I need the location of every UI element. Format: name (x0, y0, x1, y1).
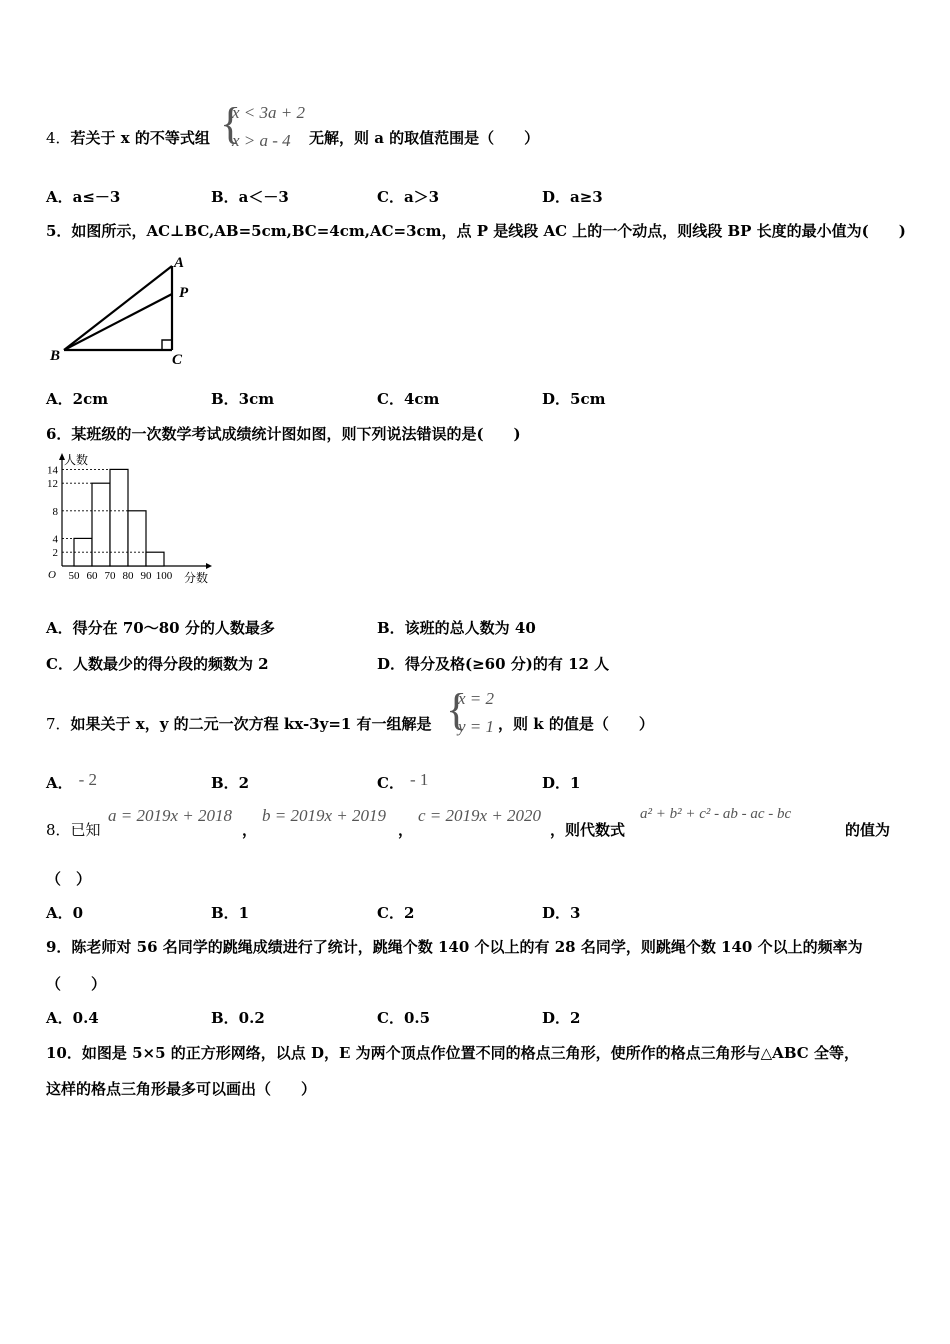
histogram-bar (110, 469, 128, 566)
y-tick-label: 4 (52, 533, 58, 546)
q6-option-c[interactable]: C．人数最少的得分段的频数为 2 (46, 655, 269, 673)
q4-option-b[interactable]: B．a＜－3 (211, 188, 289, 206)
q4-option-c[interactable]: C．a＞3 (377, 188, 440, 206)
q5-option-a[interactable]: A．2cm (46, 390, 109, 408)
q6-histogram (44, 452, 216, 588)
histogram-bar (92, 483, 110, 566)
segment-bp (64, 294, 172, 350)
x-tick-label: 70 (104, 570, 116, 582)
q8-mid: ，则代数式 (550, 821, 626, 839)
q8-option-b[interactable]: B．1 (211, 904, 250, 922)
right-angle-mark (162, 340, 172, 350)
q6-option-b[interactable]: B．该班的总人数为 40 (377, 619, 536, 637)
label-p: P (179, 285, 189, 301)
q7-option-b[interactable]: B．2 (211, 774, 250, 792)
q4-brace: { (220, 99, 242, 148)
histogram-bar (146, 552, 164, 566)
q5-text: 5．如图所示，AC⊥BC,AB=5cm,BC=4cm,AC=3cm，点 P 是线段 AC 上的一个动点，则线段 BP 长度的最小值为( ) (46, 222, 906, 240)
q6-option-a[interactable]: A．得分在 70～80 分的人数最多 (46, 619, 275, 637)
x-axis-title: 分数 (184, 571, 209, 585)
q8-comma-2: ， (398, 821, 414, 839)
q7-option-c[interactable] (377, 770, 429, 793)
q5-triangle-figure (46, 252, 196, 370)
q8-expression: a² + b² + c² - ab - ac - bc (640, 806, 792, 822)
x-axis-arrow (206, 563, 212, 569)
y-tick-label: 8 (52, 505, 58, 518)
y-tick-label: 14 (47, 464, 58, 477)
q5-option-b[interactable]: B．3cm (211, 390, 275, 408)
q7-option-a-label: A． (46, 774, 73, 792)
q4-system-line-2: x > a - 4 (232, 131, 291, 150)
q8-option-c[interactable]: C．2 (377, 904, 415, 922)
q7-option-d[interactable]: D．1 (542, 774, 581, 792)
q9-answer-paren: （ ） (46, 975, 107, 993)
q10-text-line-1: 10．如图是 5×5 的正方形网络，以点 D，E 为两个顶点作位置不同的格点三角形，使所作的格点三角形与△ABC 全等， (46, 1044, 859, 1062)
label-c: C (172, 352, 183, 368)
y-axis-title: 人数 (64, 453, 89, 467)
q4-option-d[interactable]: D．a≥3 (542, 188, 603, 206)
q7-number: 7． (46, 715, 71, 733)
q4-prefix: 若关于 x 的不等式组 (70, 129, 210, 147)
y-tick-label: 2 (52, 547, 58, 560)
q9-option-a[interactable]: A．0.4 (46, 1009, 99, 1027)
x-tick-label: 60 (86, 570, 98, 582)
q4-option-a[interactable]: A．a≤－3 (46, 188, 121, 206)
q7-suffix: ，则 k 的值是（ ） (498, 715, 654, 733)
q5-option-d[interactable]: D．5cm (542, 390, 606, 408)
q5-option-c[interactable]: C．4cm (377, 390, 440, 408)
q7-option-a[interactable] (46, 770, 98, 793)
x-tick-label: 80 (122, 570, 134, 582)
x-tick-label: 90 (140, 570, 152, 582)
origin-label: O (48, 569, 56, 581)
q9-text: 9．陈老师对 56 名同学的跳绳成绩进行了统计，跳绳个数 140 个以上的有 28 名同学，则跳绳个数 140 个以上的频率为 (46, 938, 863, 956)
x-tick-label: 100 (155, 570, 173, 582)
x-tick-label: 50 (68, 570, 80, 582)
q4-number: 4． (46, 129, 71, 147)
q7-system-line-2: y = 1 (458, 717, 495, 736)
q8-eq-c: c = 2019x + 2020 (418, 806, 542, 825)
q8-eq-b: b = 2019x + 2019 (262, 806, 386, 825)
y-tick-label: 12 (47, 478, 58, 491)
q7-brace: { (446, 685, 468, 734)
label-a: A (174, 255, 185, 271)
q7-system-line-1: x = 2 (458, 689, 495, 708)
q7-option-a-value: - 2 (78, 770, 98, 789)
q8-prefix: 8．已知 (46, 821, 101, 839)
q8-answer-paren: （ ） (46, 870, 92, 888)
q6-text: 6．某班级的一次数学考试成绩统计图如图，则下列说法错误的是( ) (46, 425, 521, 443)
q9-option-d[interactable]: D．2 (542, 1009, 581, 1027)
q6-option-d[interactable]: D．得分及格(≥60 分)的有 12 人 (377, 655, 610, 673)
q8-option-a[interactable]: A．0 (46, 904, 84, 922)
label-b: B (50, 348, 61, 364)
q4-system-line-1: x < 3a + 2 (232, 103, 305, 122)
q7-option-c-value: - 1 (409, 770, 429, 789)
q8-suffix: 的值为 (845, 821, 891, 839)
histogram-bar (128, 511, 146, 566)
q7-option-c-label: C． (377, 774, 404, 792)
q9-option-b[interactable]: B．0.2 (211, 1009, 265, 1027)
q10-text-line-2: 这样的格点三角形最多可以画出（ ） (46, 1080, 317, 1098)
segment-ab (64, 266, 172, 350)
q8-eq-a: a = 2019x + 2018 (108, 806, 232, 825)
q7-prefix: 如果关于 x，y 的二元一次方程 kx-3y=1 有一组解是 (70, 715, 432, 733)
q8-comma-1: ， (242, 821, 258, 839)
q9-option-c[interactable]: C．0.5 (377, 1009, 431, 1027)
q4-suffix: 无解，则 a 的取值范围是（ ） (309, 129, 540, 147)
q8-option-d[interactable]: D．3 (542, 904, 581, 922)
